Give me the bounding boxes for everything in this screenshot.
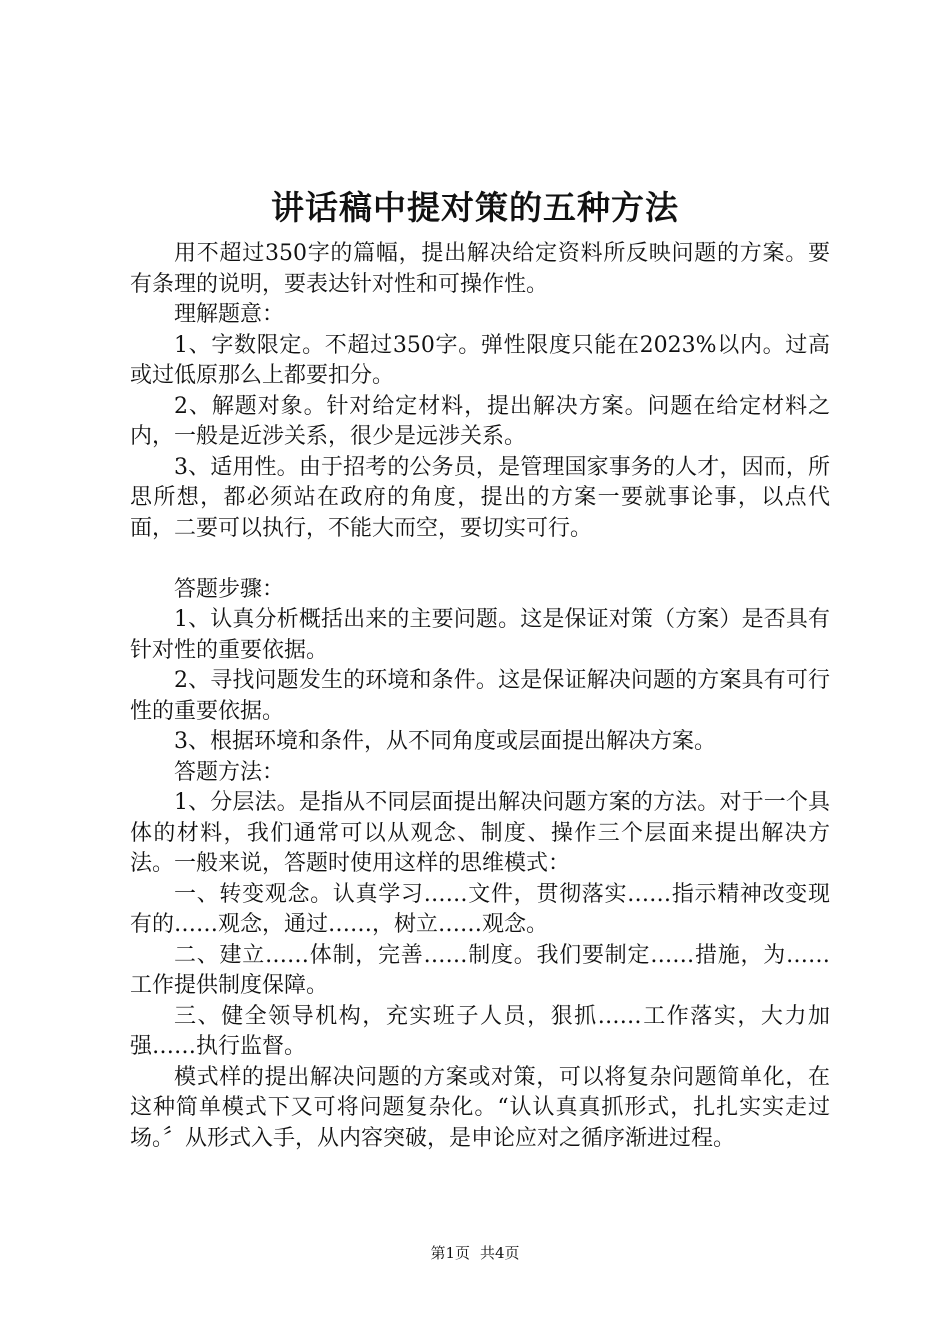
paragraph-step-3: 3、根据环境和条件，从不同角度或层面提出解决方案。	[174, 729, 716, 754]
paragraph-method-layered: 1、分层法。是指从不同层面提出解决问题方案的方法。对于一个具体的材料，我们通常可以从观念、制度、操作三个层面来提出解决方法。一般来说，答题时使用这样的思维模式：	[130, 790, 830, 876]
paragraph-word-limit: 1、字数限定。不超过350字。弹性限度只能在2023%以内。过高或过低原那么上都要扣分。	[130, 332, 830, 388]
paragraph-applicability: 3、适用性。由于招考的公务员，是管理国家事务的人才，因而，所思所想，都必须站在政府的角度，提出的方案一要就事论事，以点代面，二要可以执行，不能大而空，要切实可行。	[130, 454, 830, 541]
paragraph-leadership: 三、健全领导机构，充实班子人员，狠抓……工作落实，大力加强……执行监督。	[130, 1003, 830, 1059]
paragraph-conclusion: 模式样的提出解决问题的方案或对策，可以将复杂问题简单化，在这种简单模式下又可将问题复杂化。“认认真真抓形式，扎扎实实走过场。〞从形式入手，从内容突破，是申论应对之循序渐进过程。	[130, 1064, 830, 1151]
paragraph-step-2: 2、寻找问题发生的环境和条件。这是保证解决问题的方案具有可行性的重要依据。	[130, 668, 830, 724]
page-total: 共4页	[480, 1244, 520, 1262]
paragraph-understanding-heading: 理解题意：	[174, 302, 285, 327]
document-title: 讲话稿中提对策的五种方法	[271, 188, 679, 227]
page-number: 第1页	[430, 1244, 470, 1262]
paragraph-step-1: 1、认真分析概括出来的主要问题。这是保证对策（方案）是否具有针对性的重要依据。	[130, 607, 830, 663]
paragraph-steps-heading: 答题步骤：	[174, 576, 285, 602]
paragraph-intro: 用不超过350字的篇幅，提出解决给定资料所反映问题的方案。要有条理的说明，要表达针对性和可操作性。	[130, 241, 830, 297]
document-body	[130, 239, 830, 1154]
paragraph-build-system: 二、建立……体制，完善……制度。我们要制定……措施，为……工作提供制度保障。	[130, 942, 830, 998]
paragraph-object: 2、解题对象。针对给定材料，提出解决方案。问题在给定材料之内，一般是近涉关系，很少是远涉关系。	[130, 393, 830, 449]
paragraph-methods-heading: 答题方法：	[174, 759, 285, 785]
page-footer	[0, 1243, 950, 1263]
paragraph-change-concept: 一、转变观念。认真学习……文件，贯彻落实……指示精神改变现有的……观念，通过……，树立……观念。	[130, 881, 830, 937]
blank-line	[130, 544, 830, 575]
